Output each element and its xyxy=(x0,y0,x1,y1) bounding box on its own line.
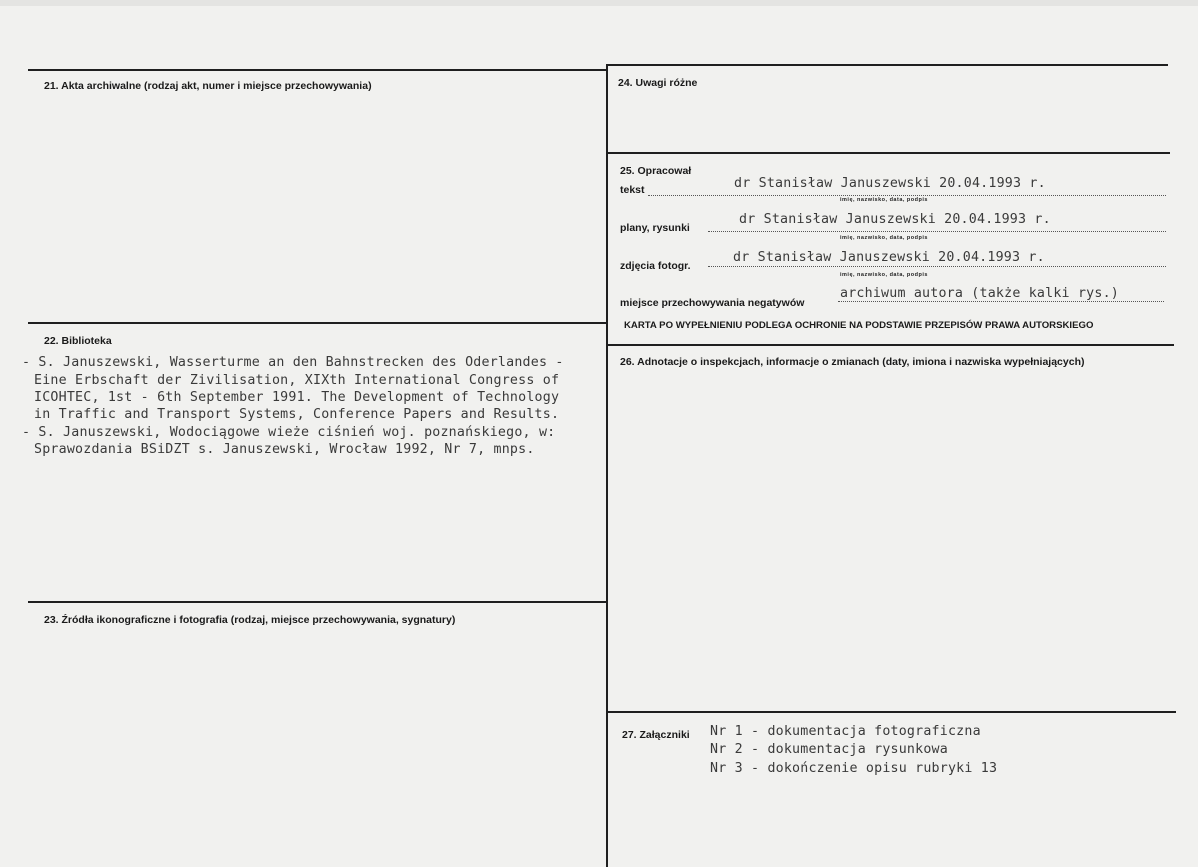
zdjecia-dotted-line xyxy=(708,266,1166,267)
rule-above-22 xyxy=(28,322,608,324)
section-26-label: 26. Adnotacje o inspekcjach, informacje o zmianach (daty, imiona i nazwiska wypełniających) xyxy=(620,356,1085,368)
plany-dotted-line xyxy=(708,231,1166,232)
section-22-label: 22. Biblioteka xyxy=(44,335,112,347)
library-entry-line: ICOHTEC, 1st - 6th September 1991. The Development of Technology xyxy=(34,390,560,405)
zdjecia-value: dr Stanisław Januszewski 20.04.1993 r. xyxy=(733,250,1045,265)
library-entry-line: Sprawozdania BSiDZT s. Januszewski, Wrocław 1992, Nr 7, mnps. xyxy=(34,442,535,457)
tekst-value: dr Stanisław Januszewski 20.04.1993 r. xyxy=(734,176,1046,191)
section-25-label: 25. Opracował xyxy=(620,165,692,177)
paper-top-edge xyxy=(0,0,1198,6)
tekst-label: tekst xyxy=(620,184,645,196)
rule-above-25 xyxy=(608,152,1170,154)
rule-above-23 xyxy=(28,601,608,603)
rule-above-26 xyxy=(608,344,1174,346)
tekst-caption: imię, nazwisko, data, podpis xyxy=(840,197,928,203)
left-top-rule xyxy=(28,69,608,71)
rule-above-27 xyxy=(608,711,1176,713)
library-entry-line: - S. Januszewski, Wasserturme an den Bahnstrecken des Oderlandes - xyxy=(22,355,564,370)
center-divider xyxy=(606,64,608,867)
section-24-label: 24. Uwagi różne xyxy=(618,77,698,89)
zdjecia-label: zdjęcia fotogr. xyxy=(620,260,691,272)
plany-label: plany, rysunki xyxy=(620,222,690,234)
library-entry-line: Eine Erbschaft der Zivilisation, XIXth International Congress of xyxy=(34,373,560,388)
copyright-notice: KARTA PO WYPEŁNIENIU PODLEGA OCHRONIE NA PODSTAWIE PRZEPISÓW PRAWA AUTORSKIEGO xyxy=(624,320,1094,331)
right-top-rule xyxy=(608,64,1168,66)
negatywy-value: archiwum autora (także kalki rys.) xyxy=(840,286,1119,301)
negatywy-dotted-line xyxy=(838,301,1164,302)
attachment-item: Nr 2 - dokumentacja rysunkowa xyxy=(710,742,948,757)
plany-value: dr Stanisław Januszewski 20.04.1993 r. xyxy=(739,212,1051,227)
negatywy-label: miejsce przechowywania negatywów xyxy=(620,297,805,309)
section-23-label: 23. Źródła ikonograficzne i fotografia (rodzaj, miejsce przechowywania, sygnatury) xyxy=(44,614,456,626)
library-entry-line: - S. Januszewski, Wodociągowe wieże ciśnień woj. poznańskiego, w: xyxy=(22,425,556,440)
library-entry-line: in Traffic and Transport Systems, Conference Papers and Results. xyxy=(34,407,560,422)
section-27-label: 27. Załączniki xyxy=(622,729,690,741)
tekst-dotted-line xyxy=(648,195,1166,196)
section-21-label: 21. Akta archiwalne (rodzaj akt, numer i miejsce przechowywania) xyxy=(44,80,372,92)
attachment-item: Nr 3 - dokończenie opisu rubryki 13 xyxy=(710,761,998,776)
attachment-item: Nr 1 - dokumentacja fotograficzna xyxy=(710,724,981,739)
plany-caption: imię, nazwisko, data, podpis xyxy=(840,235,928,241)
zdjecia-caption: imię, nazwisko, data, podpis xyxy=(840,272,928,278)
